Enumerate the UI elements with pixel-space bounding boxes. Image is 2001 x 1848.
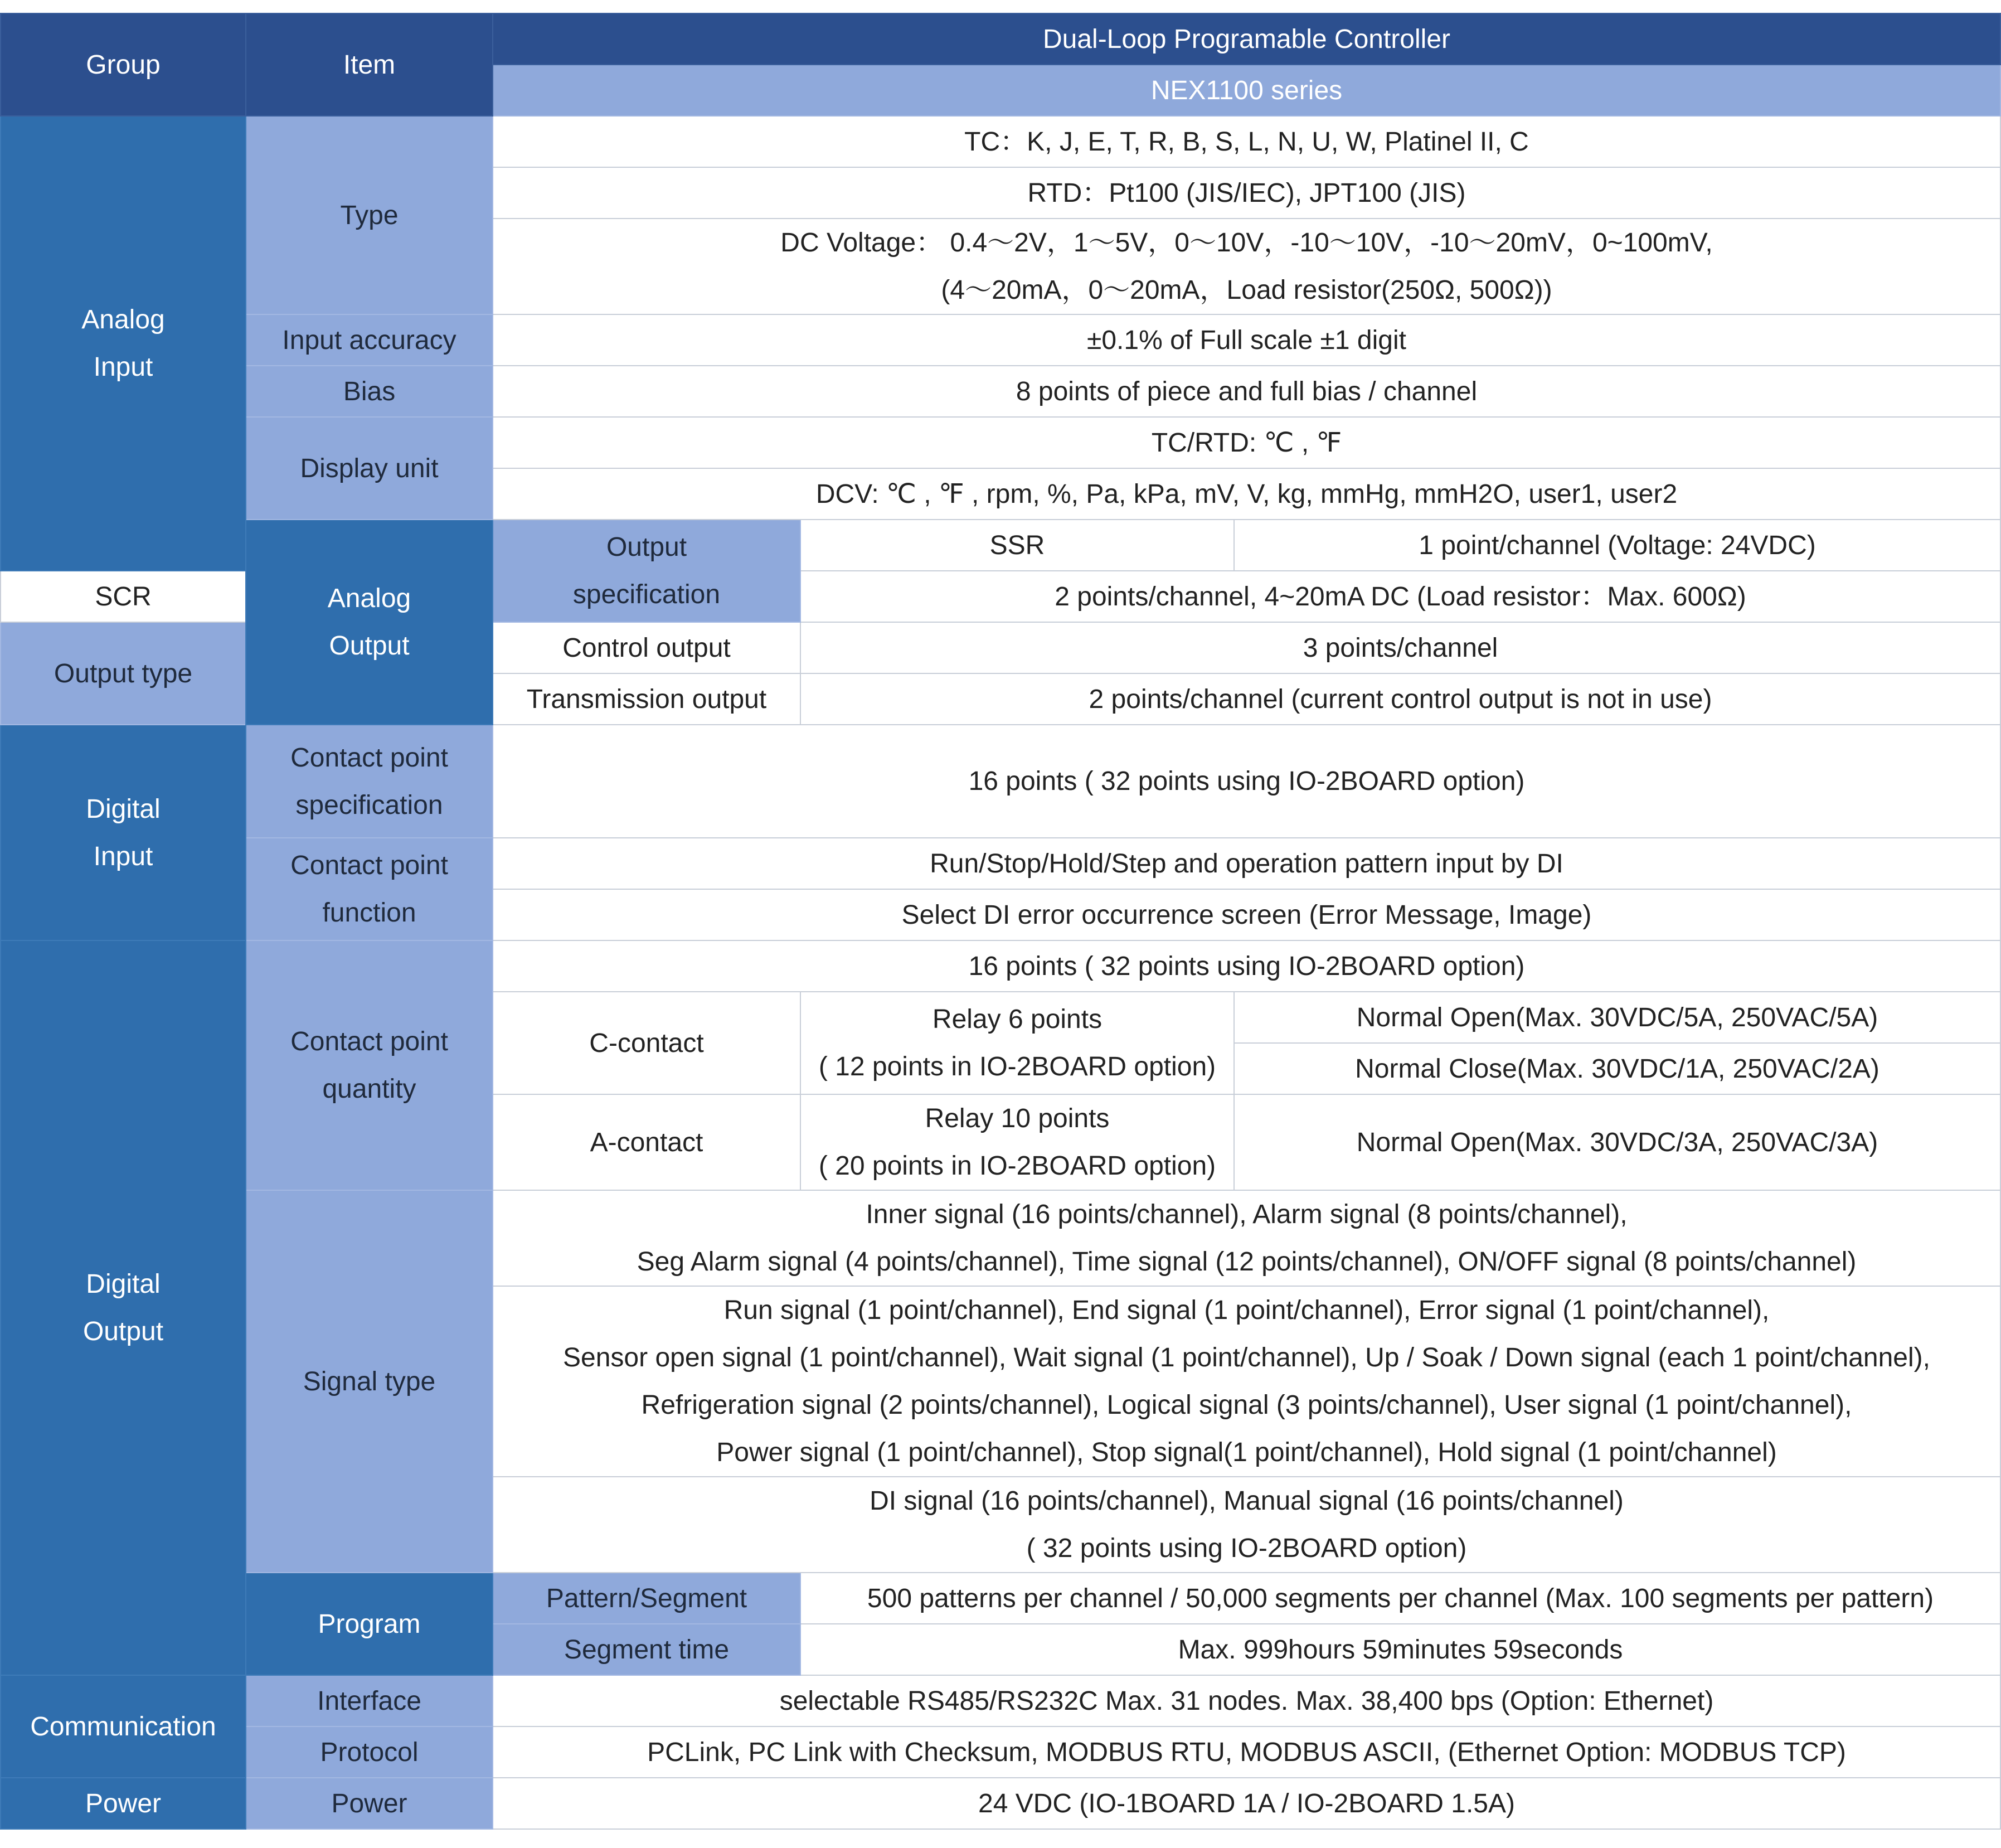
- item-display-unit: Display unit: [246, 417, 493, 520]
- scr-label: SCR: [1, 571, 246, 622]
- a-contact-label: A-contact: [493, 1094, 800, 1190]
- group-label: Digital Input: [86, 794, 161, 871]
- input-accuracy-value: ±0.1% of Full scale ±1 digit: [493, 314, 2000, 366]
- signal-line: Refrigeration signal (2 points/channel), Logical signal (3 points/channel), User signal (1 point/channel),: [641, 1390, 1852, 1420]
- item-label: Contact point specification: [290, 743, 448, 820]
- signal-line: ( 32 points using IO-2BOARD option): [1026, 1534, 1467, 1563]
- group-label: Analog Input: [81, 305, 165, 382]
- item-interface: Interface: [246, 1675, 493, 1726]
- header-series: NEX1100 series: [493, 65, 2000, 116]
- group-communication: Communication: [1, 1675, 246, 1778]
- ssr-value: 1 point/channel (Voltage: 24VDC): [1234, 520, 2000, 571]
- table-row: [1, 1190, 2000, 1286]
- table-row: [1, 1573, 2000, 1624]
- group-power: Power: [1, 1778, 246, 1829]
- type-dcv-line-1: DC Voltage： 0.4～2V，1～5V，0～10V，-10～10V，-10～20mV，0~100mV,: [780, 228, 1713, 258]
- di-spec-value: 16 points ( 32 points using IO-2BOARD option): [493, 725, 2000, 838]
- group-analog-output: [246, 520, 493, 725]
- group-digital-output: [1, 940, 246, 1675]
- signal-line: DI signal (16 points/channel), Manual signal (16 points/channel): [870, 1486, 1624, 1516]
- table-row: [1, 1778, 2000, 1829]
- relay-line-1: Relay 10 points: [925, 1104, 1110, 1133]
- group-label: Analog Output: [327, 584, 411, 661]
- item-contact-point-quantity: [246, 940, 493, 1190]
- group-digital-input: [1, 725, 246, 940]
- type-rtd: RTD：Pt100 (JIS/IEC), JPT100 (JIS): [493, 167, 2000, 219]
- header-title: Dual-Loop Programable Controller: [493, 13, 2000, 65]
- header-group: Group: [1, 13, 246, 116]
- item-contact-point-function: [246, 838, 493, 940]
- relay-line-2: ( 12 points in IO-2BOARD option): [818, 1052, 1216, 1081]
- type-dcv-line-2: (4～20mA，0～20mA，Load resistor(250Ω, 500Ω)): [941, 275, 1552, 305]
- spec-table: [0, 13, 2001, 1830]
- item-power: Power: [246, 1778, 493, 1829]
- pattern-segment-value: 500 patterns per channel / 50,000 segments per channel (Max. 100 segments per pattern): [800, 1573, 2000, 1624]
- table-row: [1, 838, 2000, 889]
- relay-line-1: Relay 6 points: [932, 1005, 1103, 1034]
- scr-value: 2 points/channel, 4~20mA DC (Load resistor：Max. 600Ω): [800, 571, 2000, 622]
- ssr-label: SSR: [800, 520, 1234, 571]
- signal-line: Run signal (1 point/channel), End signal (1 point/channel), Error signal (1 point/channel),: [723, 1296, 1770, 1325]
- item-contact-point-specification: [246, 725, 493, 838]
- relay-line-2: ( 20 points in IO-2BOARD option): [818, 1151, 1216, 1181]
- table-row: [1, 116, 2000, 167]
- c-contact-label: C-contact: [493, 992, 800, 1094]
- c-contact-normal-close: Normal Close(Max. 30VDC/1A, 250VAC/2A): [1234, 1043, 2000, 1094]
- c-contact-normal-open: Normal Open(Max. 30VDC/5A, 250VAC/5A): [1234, 992, 2000, 1043]
- di-function-value-1: Run/Stop/Hold/Step and operation pattern input by DI: [493, 838, 2000, 889]
- group-label: Digital Output: [82, 1269, 164, 1346]
- item-input-accuracy: Input accuracy: [246, 314, 493, 366]
- type-dcv: [493, 219, 2000, 314]
- item-label: Contact point quantity: [290, 1027, 448, 1104]
- segment-time-value: Max. 999hours 59minutes 59seconds: [800, 1624, 2000, 1675]
- group-analog-input: [1, 116, 246, 571]
- di-function-value-2: Select DI error occurrence screen (Error Message, Image): [493, 889, 2000, 940]
- item-output-type: Output type: [1, 622, 246, 725]
- item-label: Output specification: [572, 532, 721, 609]
- signal-line: Power signal (1 point/channel), Stop signal(1 point/channel), Hold signal (1 point/channel): [716, 1438, 1777, 1467]
- item-output-specification: [493, 520, 800, 622]
- header-item: Item: [246, 13, 493, 116]
- control-output-label: Control output: [493, 622, 800, 673]
- item-protocol: Protocol: [246, 1726, 493, 1778]
- signal-group-3: [493, 1477, 2000, 1573]
- bias-value: 8 points of piece and full bias / channel: [493, 366, 2000, 417]
- header-row: [1, 13, 2000, 65]
- table-row: [1, 520, 2000, 571]
- signal-line: Seg Alarm signal (4 points/channel), Time signal (12 points/channel), ON/OFF signal (8 points/channel): [637, 1247, 1857, 1277]
- table-row: [1, 417, 2000, 468]
- a-contact-relay: [800, 1094, 1234, 1190]
- table-row: [1, 725, 2000, 838]
- item-type: Type: [246, 116, 493, 314]
- display-tc: TC/RTD: ℃ , ℉: [493, 417, 2000, 468]
- c-contact-relay: [800, 992, 1234, 1094]
- table-row: [1, 366, 2000, 417]
- signal-group-1: [493, 1190, 2000, 1286]
- type-tc: TC：K, J, E, T, R, B, S, L, N, U, W, Platinel II, C: [493, 116, 2000, 167]
- control-output-value: 3 points/channel: [800, 622, 2000, 673]
- a-contact-normal-open: Normal Open(Max. 30VDC/3A, 250VAC/3A): [1234, 1094, 2000, 1190]
- protocol-value: PCLink, PC Link with Checksum, MODBUS RTU, MODBUS ASCII, (Ethernet Option: MODBUS TCP): [493, 1726, 2000, 1778]
- signal-group-2: [493, 1286, 2000, 1477]
- interface-value: selectable RS485/RS232C Max. 31 nodes. Max. 38,400 bps (Option: Ethernet): [493, 1675, 2000, 1726]
- item-segment-time: Segment time: [493, 1624, 800, 1675]
- table-row: [1, 1675, 2000, 1726]
- table-row: [1, 940, 2000, 992]
- item-label: Contact point function: [290, 851, 448, 928]
- table-row: [1, 314, 2000, 366]
- transmission-output-value: 2 points/channel (current control output is not in use): [800, 673, 2000, 725]
- item-pattern-segment: Pattern/Segment: [493, 1573, 800, 1624]
- signal-line: Sensor open signal (1 point/channel), Wait signal (1 point/channel), Up / Soak / Down signal (each 1 point/channel),: [563, 1343, 1930, 1372]
- transmission-output-label: Transmission output: [493, 673, 800, 725]
- item-signal-type: Signal type: [246, 1190, 493, 1573]
- power-value: 24 VDC (IO-1BOARD 1A / IO-2BOARD 1.5A): [493, 1778, 2000, 1829]
- display-dcv: DCV: ℃ , ℉ , rpm, %, Pa, kPa, mV, V, kg, mmHg, mmH2O, user1, user2: [493, 468, 2000, 520]
- signal-line: Inner signal (16 points/channel), Alarm signal (8 points/channel),: [866, 1200, 1628, 1229]
- item-bias: Bias: [246, 366, 493, 417]
- table-row: [1, 1726, 2000, 1778]
- group-program: Program: [246, 1573, 493, 1675]
- do-quantity-value: 16 points ( 32 points using IO-2BOARD option): [493, 940, 2000, 992]
